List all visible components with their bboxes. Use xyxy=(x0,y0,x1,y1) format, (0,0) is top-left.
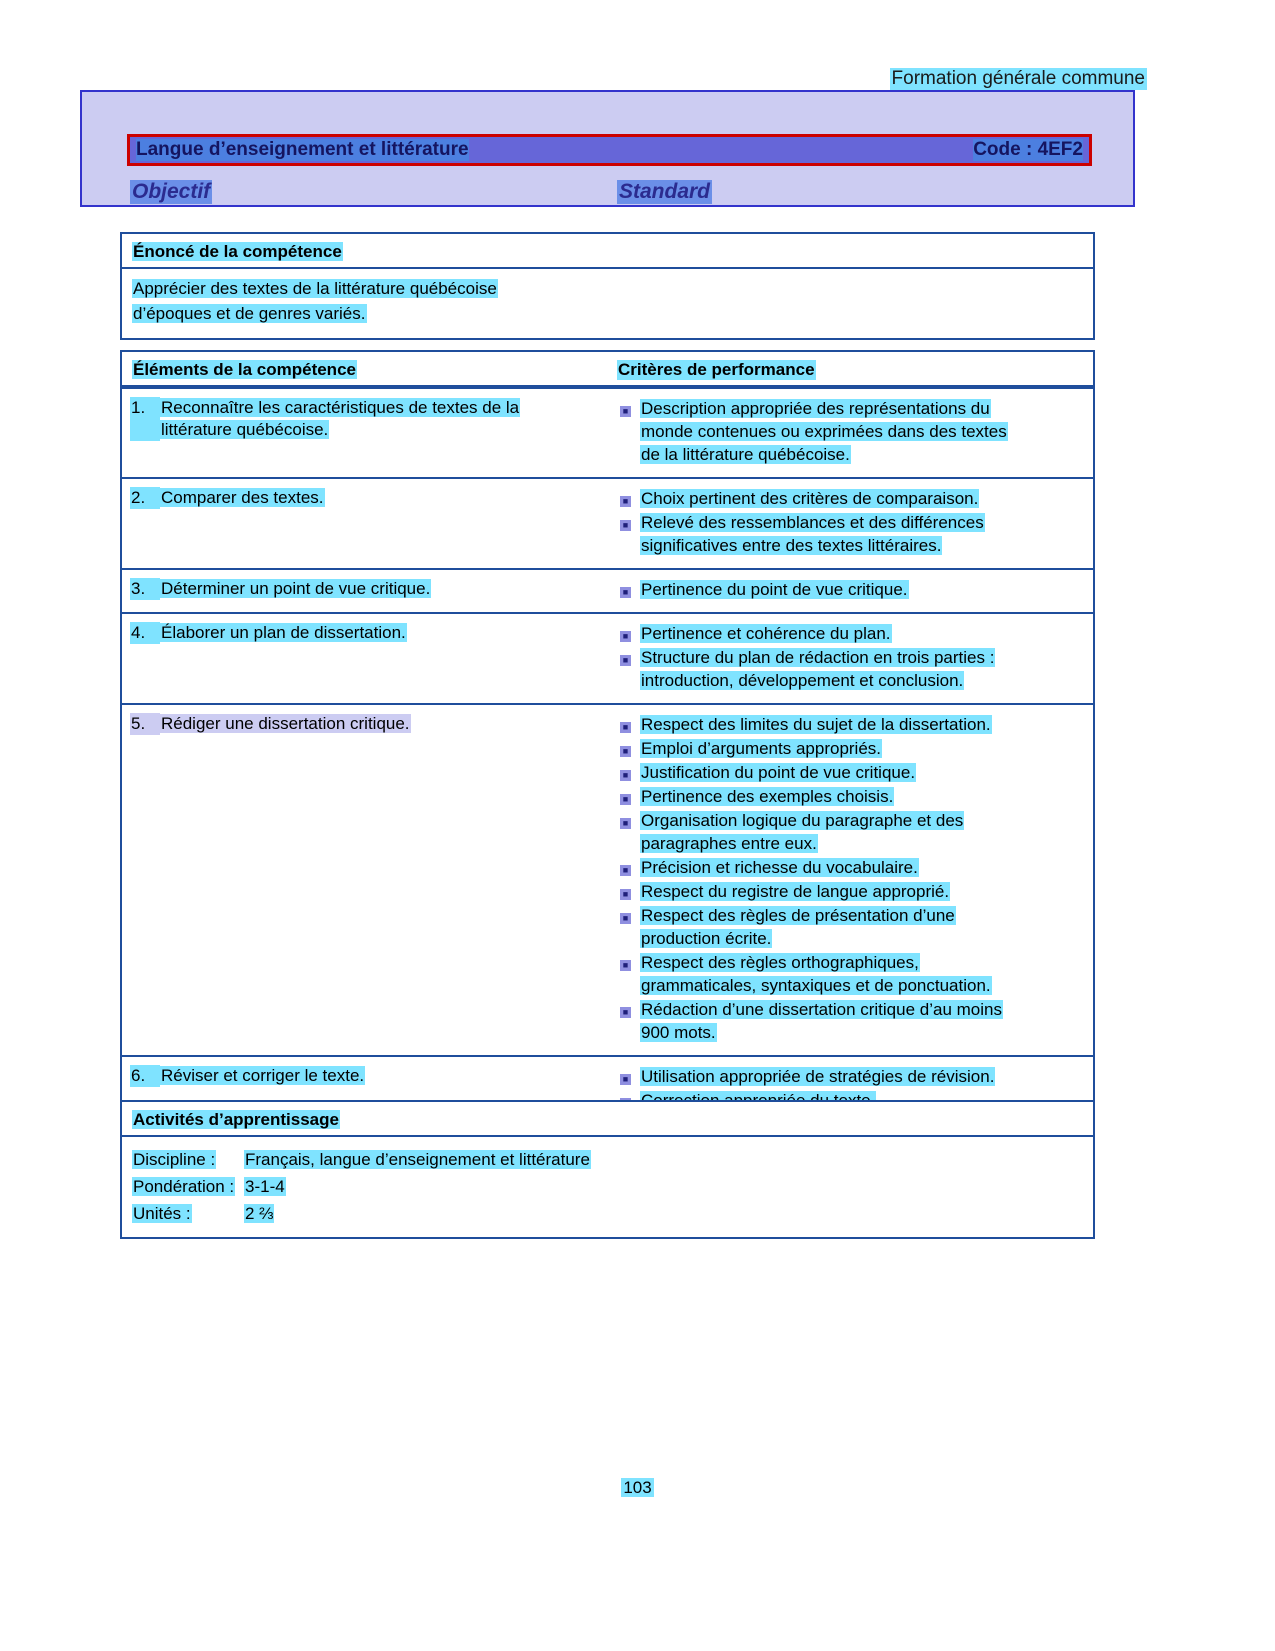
competence-statement-body xyxy=(122,269,1093,338)
table-row xyxy=(122,387,1093,477)
competence-statement-heading: Énoncé de la compétence xyxy=(133,242,342,261)
element-cell: 5. Rédiger une dissertation critique. xyxy=(131,714,410,733)
criteria-cell: ■ Choix pertinent des critères de comparaison. ■ Relevé des ressemblances et des différences significatives entre des textes littéraires. xyxy=(612,479,1093,568)
table-row xyxy=(122,612,1093,703)
element-cell: 1. Reconnaître les caractéristiques de textes de la littérature québécoise. xyxy=(131,398,520,439)
bullet-icon: ■ xyxy=(616,397,640,466)
activity-row: Unités : 2 ⅔ xyxy=(133,1204,274,1223)
standard-label: Standard xyxy=(619,180,711,203)
competence-statement-box xyxy=(120,232,1095,340)
element-cell: 4. Élaborer un plan de dissertation. xyxy=(131,623,406,642)
element-cell: 2. Comparer des textes. xyxy=(131,488,324,507)
criteria-cell: ■ Pertinence et cohérence du plan. ■ Structure du plan de rédaction en trois parties : introduction, développement et conclusion. xyxy=(612,614,1093,703)
bullet-icon: ■ xyxy=(616,511,640,557)
table-row xyxy=(122,703,1093,1055)
page-header-text: Formation générale commune xyxy=(891,68,1145,89)
bullet-icon: ■ xyxy=(616,622,640,645)
bullet-icon: ■ xyxy=(616,487,640,510)
bullet-icon: ■ xyxy=(616,951,640,997)
table-row xyxy=(122,568,1093,612)
bullet-icon: ■ xyxy=(616,578,640,601)
page-number: 103 xyxy=(623,1478,652,1497)
elements-criteria-header xyxy=(122,352,1093,387)
bullet-icon: ■ xyxy=(616,998,640,1044)
learning-activities-box xyxy=(120,1100,1095,1239)
bullet-icon: ■ xyxy=(616,856,640,879)
criteria-cell: ■ Utilisation appropriée de stratégies de révision. xyxy=(612,1057,1093,1123)
activity-row: Discipline : Français, langue d’enseignement et littérature xyxy=(133,1150,590,1169)
discipline-code-bar xyxy=(127,134,1092,166)
criteria-cell: ■ Description appropriée des représentations du monde contenues ou exprimées dans des textes de la littérature québécoise. xyxy=(612,389,1093,477)
objective-standard-banner xyxy=(80,90,1135,207)
learning-activities-header xyxy=(122,1102,1093,1137)
elements-heading: Éléments de la compétence xyxy=(133,360,356,379)
bullet-icon: ■ xyxy=(616,880,640,903)
elements-criteria-box xyxy=(120,350,1095,1125)
competence-statement-header xyxy=(122,234,1093,269)
bullet-icon: ■ xyxy=(616,785,640,808)
discipline-label: Langue d’enseignement et littérature xyxy=(136,139,469,160)
competence-statement-line: Apprécier des textes de la littérature québécoise xyxy=(133,279,497,298)
table-row xyxy=(122,477,1093,568)
bullet-icon: ■ xyxy=(616,713,640,736)
objectif-label: Objectif xyxy=(132,180,211,203)
code-label: Code : 4EF2 xyxy=(973,139,1083,160)
element-cell: 6. Réviser et corriger le texte. xyxy=(131,1066,365,1085)
activity-row: Pondération : 3-1-4 xyxy=(133,1177,285,1196)
criteria-cell: ■ Pertinence du point de vue critique. xyxy=(612,570,1093,612)
bullet-icon: ■ xyxy=(616,809,640,855)
bullet-icon: ■ xyxy=(616,1065,640,1088)
element-cell: 3. Déterminer un point de vue critique. xyxy=(131,579,431,598)
learning-activities-heading: Activités d’apprentissage xyxy=(133,1110,339,1129)
bullet-icon: ■ xyxy=(616,904,640,950)
criteria-heading: Critères de performance xyxy=(618,360,815,379)
learning-activities-body xyxy=(122,1137,1093,1237)
criteria-cell: ■ Respect des limites du sujet de la dissertation. ■ Emploi d’arguments appropriés. ■ Justification du point de vue critique. ■ Pertinence des exemples choisis. ■ Organisation logique du paragraphe et des paragraphes entre eux. ■ Précision et richesse du vocabulaire. ■ Respect du registre de langue approprié. ■ Respect des règles de présentation d’une production écrite. ■ Respect des règles orthographiques, grammaticales, syntaxiques et de ponctuation. ■ Rédaction d’une dissertation critique d’au moins 900 mots. xyxy=(612,705,1093,1055)
bullet-icon: ■ xyxy=(616,737,640,760)
bullet-icon: ■ xyxy=(616,761,640,784)
competence-statement-line: d’époques et de genres variés. xyxy=(133,304,366,323)
bullet-icon: ■ xyxy=(616,646,640,692)
